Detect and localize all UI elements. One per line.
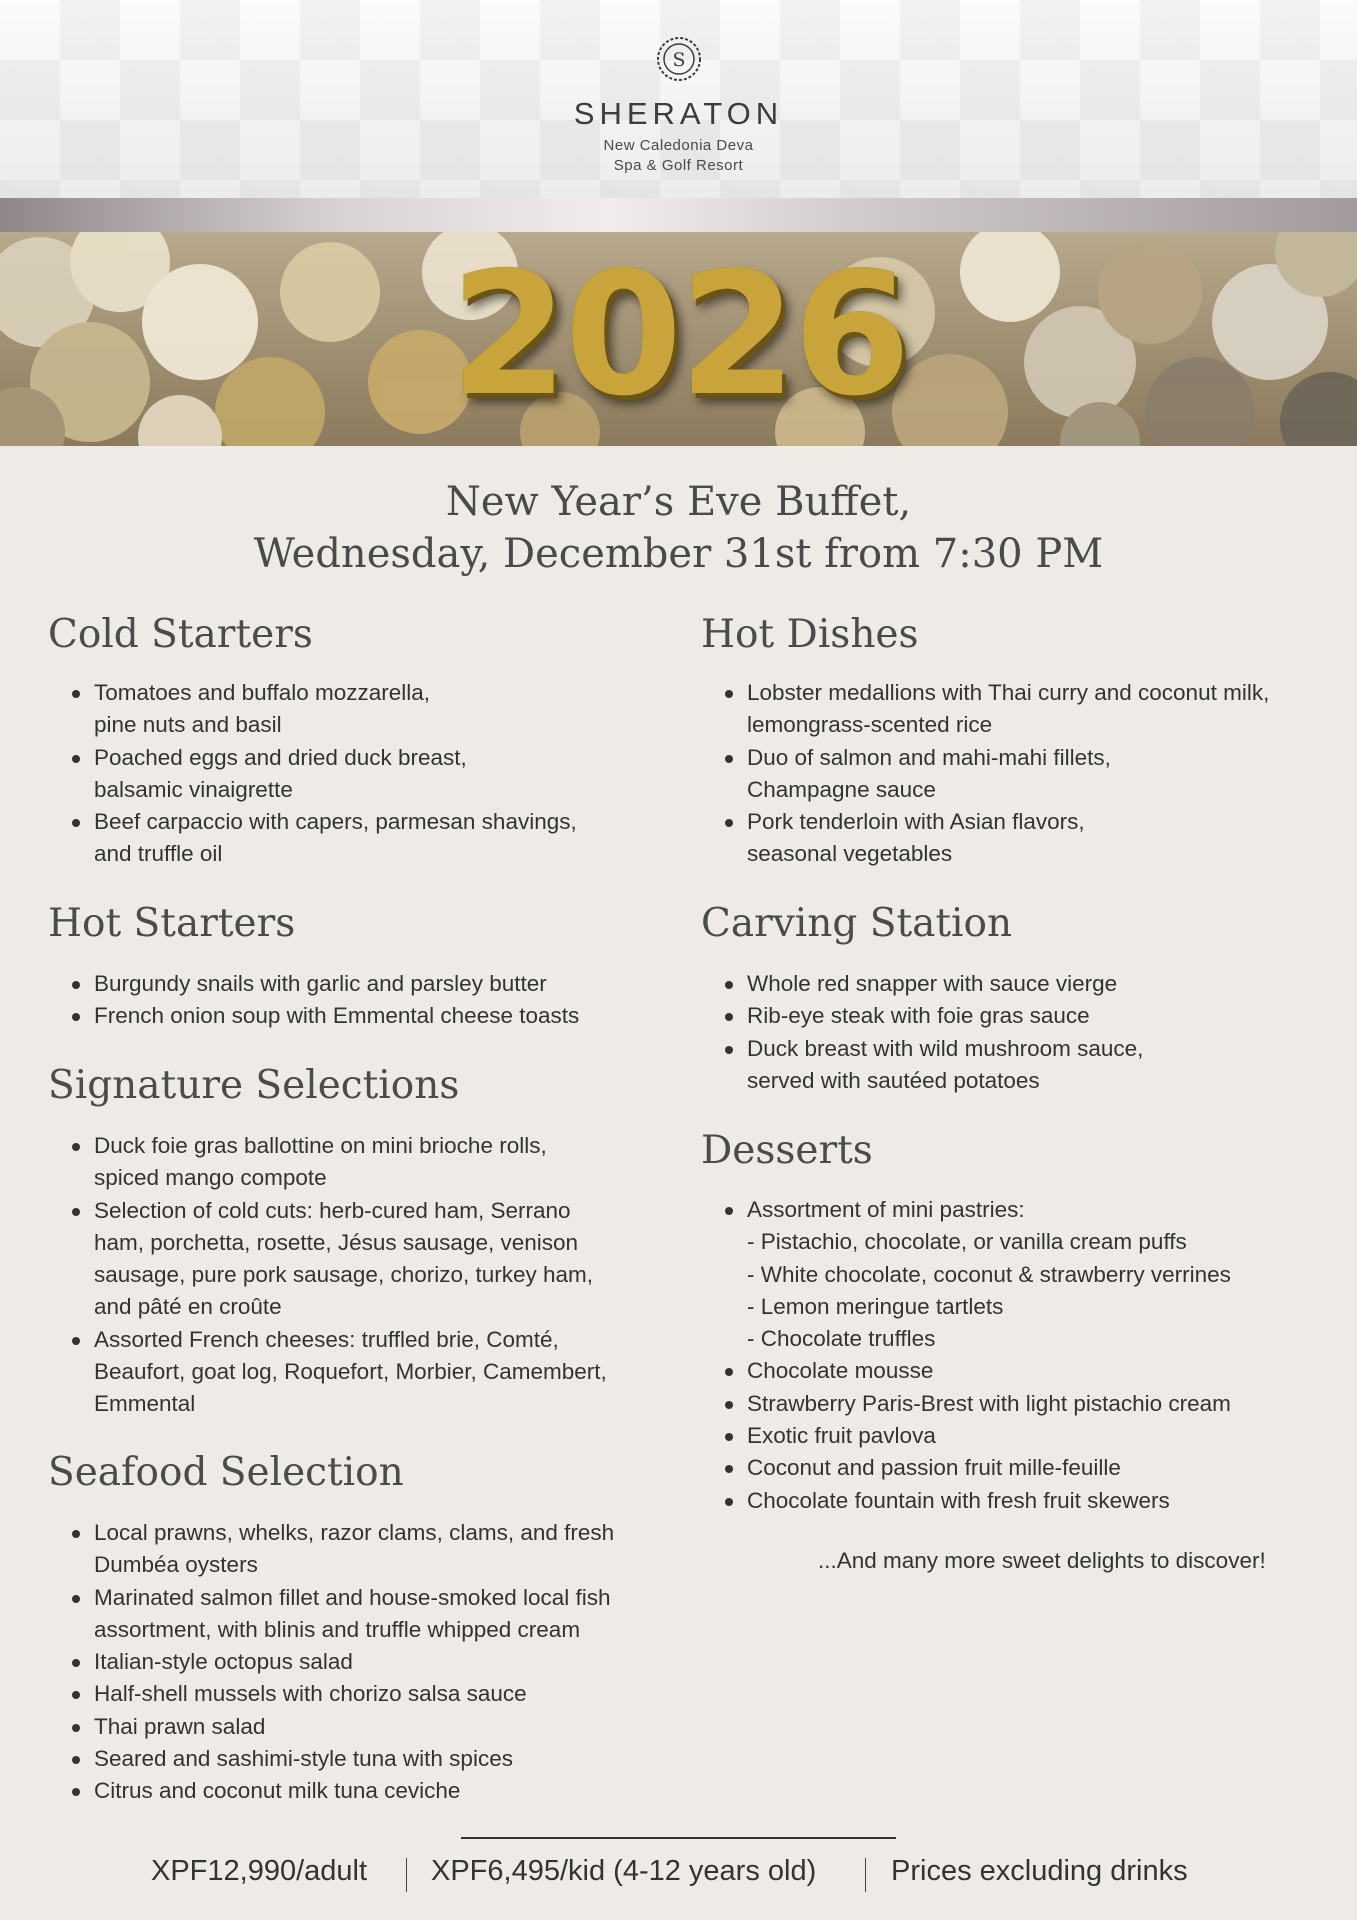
list-item: Burgundy snails with garlic and parsley butter	[94, 968, 579, 1000]
sheraton-logo-icon	[656, 36, 702, 82]
list-item: Beef carpaccio with capers, parmesan shavings, and truffle oil	[94, 806, 577, 871]
brand-subtitle-2: Spa & Golf Resort	[613, 157, 744, 174]
header	[0, 0, 1357, 198]
price-adult: XPF12,990/adult	[151, 1855, 368, 1887]
price-separator	[406, 1858, 407, 1892]
list-item: Rib-eye steak with foie gras sauce	[747, 1000, 1143, 1032]
list-item: Exotic fruit pavlova	[747, 1420, 1231, 1452]
list-item: Strawberry Paris-Brest with light pistachio cream	[747, 1388, 1231, 1420]
sub-list-item: - Lemon meringue tartlets	[747, 1293, 1004, 1319]
list-item: Chocolate mousse	[747, 1355, 1231, 1387]
section-hot-starters-title: Hot Starters	[48, 901, 296, 946]
brand-name: SHERATON	[573, 96, 784, 131]
silver-divider	[0, 198, 1357, 232]
footer-divider	[461, 1837, 896, 1839]
section-signature-title: Signature Selections	[48, 1063, 460, 1108]
sub-list-item: - White chocolate, coconut & strawberry verrines	[747, 1261, 1231, 1287]
list-item: Chocolate fountain with fresh fruit skewers	[747, 1485, 1231, 1517]
sub-list-item: - Chocolate truffles	[747, 1326, 936, 1352]
section-hot-dishes-title: Hot Dishes	[701, 612, 919, 657]
list-item: Poached eggs and dried duck breast, balsamic vinaigrette	[94, 742, 577, 807]
list-item: Italian-style octopus salad	[94, 1646, 614, 1678]
list-item: French onion soup with Emmental cheese toasts	[94, 1000, 579, 1032]
list-item: Coconut and passion fruit mille-feuille	[747, 1452, 1231, 1484]
list-item: Duck breast with wild mushroom sauce, served with sautéed potatoes	[747, 1033, 1143, 1098]
list-item: Duck foie gras ballottine on mini brioche rolls, spiced mango compote	[94, 1130, 607, 1195]
section-cold-starters-title: Cold Starters	[48, 612, 313, 657]
desserts-list	[701, 1194, 1231, 1517]
list-item: Duo of salmon and mahi-mahi fillets, Champagne sauce	[747, 742, 1269, 807]
price-separator	[865, 1858, 866, 1892]
list-item: Lobster medallions with Thai curry and coconut milk, lemongrass-scented rice	[747, 677, 1269, 742]
list-item: Assortment of mini pastries:	[747, 1194, 1231, 1226]
list-item: Tomatoes and buffalo mozzarella, pine nuts and basil	[94, 677, 577, 742]
year-2026: 2026	[449, 236, 908, 434]
list-item: Selection of cold cuts: herb-cured ham, Serrano ham, porchetta, rosette, Jésus sausage, venison sausage, pure pork sausage, chorizo, turkey ham, and pâté en croûte	[94, 1195, 607, 1324]
price-kid: XPF6,495/kid (4-12 years old)	[431, 1855, 817, 1887]
hot-starters-list	[48, 968, 579, 1033]
section-desserts-title: Desserts	[701, 1128, 873, 1173]
hot-dishes-list	[701, 677, 1269, 871]
list-item: Half-shell mussels with chorizo salsa sauce	[94, 1678, 614, 1710]
list-item: Local prawns, whelks, razor clams, clams, and fresh Dumbéa oysters	[94, 1517, 614, 1582]
logo-letter: S	[672, 49, 686, 71]
cold-starters-list	[48, 677, 577, 871]
list-item: Assorted French cheeses: truffled brie, Comté, Beaufort, goat log, Roquefort, Morbier, Camembert, Emmental	[94, 1324, 607, 1421]
price-note: Prices excluding drinks	[891, 1855, 1188, 1887]
list-item: Citrus and coconut milk tuna ceviche	[94, 1775, 614, 1807]
list-item: Seared and sashimi-style tuna with spices	[94, 1743, 614, 1775]
section-seafood-title: Seafood Selection	[48, 1450, 404, 1495]
list-item: Thai prawn salad	[94, 1711, 614, 1743]
list-item: Whole red snapper with sauce vierge	[747, 968, 1143, 1000]
section-carving-title: Carving Station	[701, 901, 1013, 946]
signature-list	[48, 1130, 607, 1421]
carving-list	[701, 968, 1143, 1097]
sub-list-item: - Pistachio, chocolate, or vanilla cream puffs	[747, 1229, 1187, 1255]
event-date: Wednesday, December 31st from 7:30 PM	[253, 531, 1104, 577]
banner	[0, 232, 1357, 446]
event-title: New Year’s Eve Buffet,	[445, 479, 912, 525]
closing-note: ...And many more sweet delights to discover!	[818, 1548, 1266, 1573]
list-item: Pork tenderloin with Asian flavors, seasonal vegetables	[747, 806, 1269, 871]
seafood-list	[48, 1517, 614, 1808]
brand-subtitle-1: New Caledonia Deva	[603, 137, 754, 154]
list-item: Marinated salmon fillet and house-smoked local fish assortment, with blinis and truffle whipped cream	[94, 1582, 614, 1647]
